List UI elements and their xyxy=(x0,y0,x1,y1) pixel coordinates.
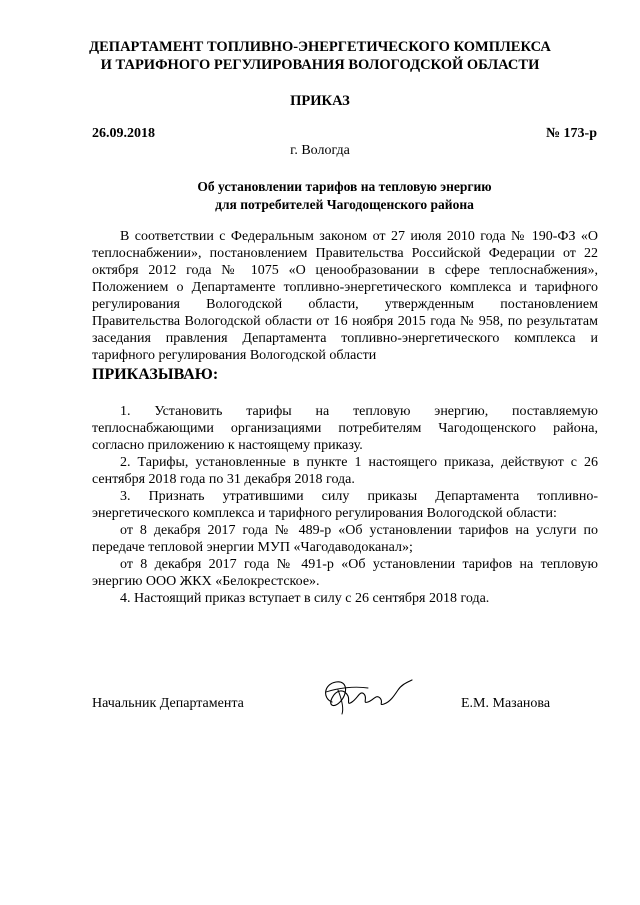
order-date: 26.09.2018 xyxy=(92,126,155,141)
order-items xyxy=(92,403,598,607)
signer-role: Начальник Департамента xyxy=(92,696,244,711)
signer-name: Е.М. Мазанова xyxy=(461,696,551,711)
department-header xyxy=(60,38,580,74)
order-item-3-sub-2: от 8 декабря 2017 года № 491-р «Об установлении тарифов на тепловую энергию ООО ЖКХ «Белокрестское». xyxy=(92,557,598,589)
preamble-paragraph: В соответствии с Федеральным законом от 27 июля 2010 года № 190-ФЗ «О теплоснабжении», постановлением Правительства Российской Федерации от 22 октября 2012 года № 1075 «О ценообразовании в сфере теплоснабжения», Положением о Департаменте топливно-энергетического комплекса и тарифного регулирования Вологодской области, утвержденным постановлением Правительства Вологодской области от 16 ноября 2015 года № 958, по результатам заседания правления Департамента топливно-энергетического комплекса и тарифного регулирования Вологодской области xyxy=(92,229,598,363)
document-title: ПРИКАЗ xyxy=(290,93,350,109)
order-subject-line2: для потребителей Чагодощенского района xyxy=(215,197,474,212)
order-city: г. Вологда xyxy=(290,143,350,158)
order-item-1: 1. Установить тарифы на тепловую энергию, поставляемую теплоснабжающими организациями потребителям Чагодощенского района, согласно приложению к настоящему приказу. xyxy=(92,404,598,453)
department-header-line1: ДЕПАРТАМЕНТ ТОПЛИВНО-ЭНЕРГЕТИЧЕСКОГО КОМПЛЕКСА xyxy=(89,39,551,55)
command-word: ПРИКАЗЫВАЮ: xyxy=(92,366,219,383)
order-subject xyxy=(92,178,597,214)
department-header-line2: И ТАРИФНОГО РЕГУЛИРОВАНИЯ ВОЛОГОДСКОЙ ОБЛАСТИ xyxy=(100,57,540,73)
order-subject-line1: Об установлении тарифов на тепловую энергию xyxy=(197,179,492,194)
handwritten-signature xyxy=(318,672,418,720)
order-number: № 173-р xyxy=(545,126,597,141)
order-item-4: 4. Настоящий приказ вступает в силу с 26 сентября 2018 года. xyxy=(120,591,490,606)
order-item-3-sub-1: от 8 декабря 2017 года № 489-р «Об установлении тарифов на услуги по передаче тепловой энергии МУП «Чагодаводоканал»; xyxy=(92,523,598,555)
order-item-2: 2. Тарифы, установленные в пункте 1 настоящего приказа, действуют с 26 сентября 2018 года по 31 декабря 2018 года. xyxy=(92,455,598,487)
order-item-3: 3. Признать утратившими силу приказы Департамента топливно-энергетического комплекса и тарифного регулирования Вологодской области: xyxy=(92,489,598,521)
